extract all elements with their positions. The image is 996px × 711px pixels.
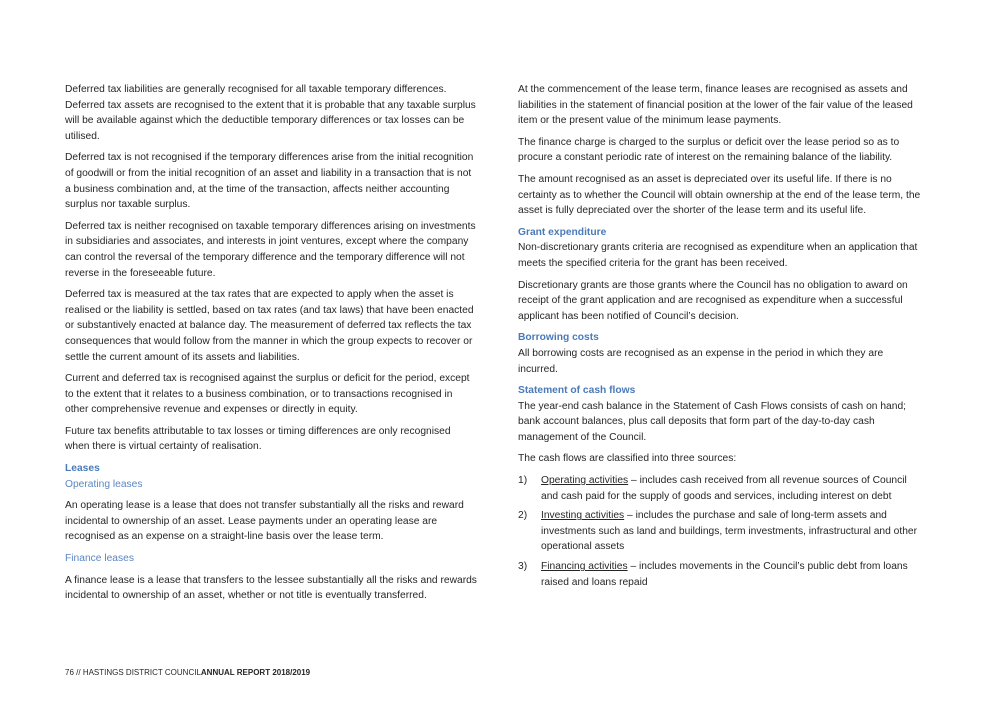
organisation-name: HASTINGS DISTRICT COUNCIL bbox=[82, 668, 201, 677]
leases-heading: Leases bbox=[65, 463, 100, 475]
list-term: Operating activities bbox=[541, 475, 629, 487]
report-title: ANNUAL REPORT 2018/2019 bbox=[200, 668, 311, 677]
body-paragraph: Non-discretionary grants criteria are recognised as expenditure when an application that meets the specified criteria for the grant has been received. bbox=[518, 242, 918, 269]
body-paragraph: Current and deferred tax is recognised against the surplus or deficit for the period, except to the extent that it relates to a business combination, or to transactions recognised in other comprehensive revenue and expenses or directly in equity. bbox=[65, 373, 470, 416]
body-paragraph: Discretionary grants are those grants where the Council has no obligation to award on receipt of the grant application and are recognised as expenditure when a successful applicant has been notified of Council’s decision. bbox=[518, 279, 908, 322]
list-term: Investing activities bbox=[541, 510, 625, 522]
list-number: 2) bbox=[518, 510, 528, 522]
list-number: 1) bbox=[518, 475, 528, 487]
cash-flows-text: The year-end cash balance in the Statement of Cash Flows consists of cash on hand; bank account balances, plus call deposits that form part of the day-to-day cash management of the Council. bbox=[518, 400, 907, 443]
body-paragraph: Future tax benefits attributable to tax losses or timing differences are only recognised when there is virtual certainty of realisation. bbox=[65, 425, 451, 453]
cash-flows-heading: Statement of cash flows bbox=[518, 385, 636, 397]
borrowing-costs-text: All borrowing costs are recognised as an expense in the period in which they are incurred. bbox=[518, 347, 884, 375]
right-column bbox=[518, 82, 924, 594]
finance-leases-text: A finance lease is a lease that transfers to the lessee substantially all the risks and rewards incidental to ownership of an asset, whether or not title is eventually transferred. bbox=[65, 574, 477, 602]
operating-leases-text: An operating lease is a lease that does not transfer substantially all the risks and reward incidental to ownership of an asset. Lease payments under an operating lease are recognised as an expense on a straight-line basis over the lease term. bbox=[65, 500, 464, 543]
list-item bbox=[518, 508, 924, 555]
list-term: Financing activities bbox=[541, 561, 628, 573]
body-paragraph: Deferred tax is neither recognised on taxable temporary differences arising on investments in subsidiaries and associates, and interests in joint ventures, except where the company can control the reversal of the temporary difference and the temporary difference will not reverse in the foreseeable future. bbox=[65, 220, 476, 279]
list-description: – includes cash received from all revenue sources of Council and cash paid for the supply of goods and services, including interest on debt bbox=[541, 475, 907, 502]
operating-leases-subheading: Operating leases bbox=[65, 478, 143, 490]
list-description: – includes movements in the Council’s public debt from loans raised and loans repaid bbox=[541, 561, 908, 588]
page-number: 76 // bbox=[65, 668, 81, 677]
body-paragraph: Deferred tax is measured at the tax rates that are expected to apply when the asset is realised or the liability is settled, based on tax rates (and tax laws) that have been enacted or substantively enacted at balance day. The measurement of deferred tax reflects the tax consequences that would follow from the manner in which the group expects to recover or settle the current amount of its assets and liabilities. bbox=[65, 289, 474, 363]
borrowing-costs-heading: Borrowing costs bbox=[518, 332, 599, 344]
body-paragraph: The finance charge is charged to the surplus or deficit over the lease period so as to procure a constant periodic rate of interest on the remaining balance of the liability. bbox=[518, 136, 900, 164]
list-item bbox=[518, 559, 924, 590]
finance-leases-subheading: Finance leases bbox=[65, 553, 134, 565]
page-footer bbox=[65, 668, 310, 678]
list-item bbox=[518, 473, 924, 504]
body-paragraph: At the commencement of the lease term, finance leases are recognised as assets and liabilities in the statement of financial position at the lower of the fair value of the leased item or the present value of the minimum lease payments. bbox=[518, 84, 913, 127]
sources-intro: The cash flows are classified into three sources: bbox=[518, 453, 737, 465]
list-description: – includes the purchase and sale of long-term assets and investments such as land and buildings, term investments, infrastructural and other operational assets bbox=[541, 510, 918, 553]
grant-expenditure-heading: Grant expenditure bbox=[518, 226, 607, 238]
body-paragraph: Deferred tax liabilities are generally recognised for all taxable temporary differences. Deferred tax assets are recognised to the extent that it is probable that any taxable surplus will be available against which the deductible temporary differences or tax losses can be utilised. bbox=[65, 84, 476, 142]
cash-flow-sources-list bbox=[518, 473, 924, 590]
body-paragraph: Deferred tax is not recognised if the temporary differences arise from the initial recognition of goodwill or from the initial recognition of an asset and liability in a transaction that is not a business combination and, at the time of the transaction, affects neither accounting surplus nor taxable surplus. bbox=[65, 152, 474, 211]
left-column bbox=[65, 82, 477, 610]
body-paragraph: The amount recognised as an asset is depreciated over its useful life. If there is no certainty as to whether the Council will obtain ownership at the end of the lease term, the asset is fully depreciated over the shorter of the lease term and its useful life. bbox=[518, 173, 921, 217]
list-number: 3) bbox=[518, 561, 528, 573]
